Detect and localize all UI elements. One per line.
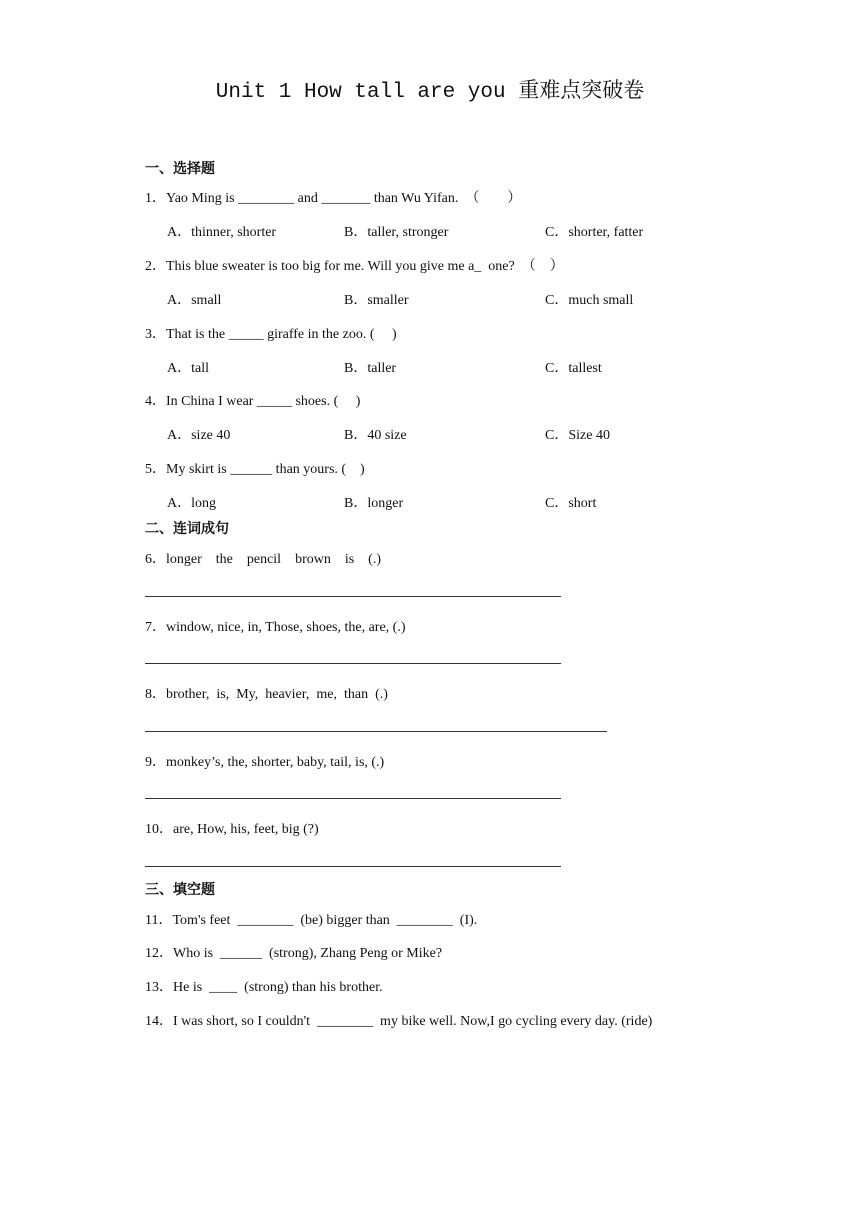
section-heading-choice: 一、选择题 bbox=[145, 161, 215, 177]
question-7 bbox=[145, 616, 406, 636]
answer-line[interactable] bbox=[145, 731, 607, 732]
option-c: C．Size 40 bbox=[545, 428, 610, 443]
section-heading-fill: 三、填空题 bbox=[145, 882, 215, 898]
question-number: 4． bbox=[145, 394, 166, 409]
question-1 bbox=[145, 187, 521, 207]
option-c: C．much small bbox=[545, 293, 634, 308]
option-b: B．taller bbox=[344, 361, 397, 376]
answer-line[interactable] bbox=[145, 596, 561, 597]
question-14 bbox=[145, 1010, 652, 1030]
question-12 bbox=[145, 942, 442, 962]
question-text: I was short, so I couldn't ________ my bike well. Now,I go cycling every day. (ride) bbox=[173, 1014, 653, 1029]
question-6 bbox=[145, 548, 381, 568]
question-number: 13． bbox=[145, 980, 173, 995]
option-a: A．thinner, shorter bbox=[167, 225, 277, 240]
question-4 bbox=[145, 390, 360, 410]
page-title: Unit 1 How tall are you 重难点突破卷 bbox=[215, 81, 645, 104]
question-number: 9． bbox=[145, 755, 166, 770]
question-text: This blue sweater is too big for me. Will you give me a_ one? （ ） bbox=[166, 259, 564, 274]
question-number: 8． bbox=[145, 687, 166, 702]
question-number: 3． bbox=[145, 327, 166, 342]
question-3 bbox=[145, 323, 397, 343]
question-number: 1． bbox=[145, 191, 166, 206]
question-number: 12． bbox=[145, 946, 173, 961]
question-text: Tom's feet ________ (be) bigger than ________ (I). bbox=[172, 913, 478, 928]
question-number: 7． bbox=[145, 620, 166, 635]
question-text: That is the _____ giraffe in the zoo. ( ) bbox=[166, 327, 397, 342]
question-number: 6． bbox=[145, 552, 166, 567]
question-13 bbox=[145, 976, 383, 996]
question-text: longer the pencil brown is (.) bbox=[166, 552, 382, 567]
option-c: C．shorter, fatter bbox=[545, 225, 644, 240]
question-2 bbox=[145, 255, 564, 275]
question-text: window, nice, in, Those, shoes, the, are, (.) bbox=[166, 620, 406, 635]
question-text: He is ____ (strong) than his brother. bbox=[173, 980, 383, 995]
question-text: monkey’s, the, shorter, baby, tail, is, (.) bbox=[166, 755, 385, 770]
question-10 bbox=[145, 818, 319, 838]
question-number: 2． bbox=[145, 259, 166, 274]
option-b: B．taller, stronger bbox=[344, 225, 449, 240]
question-5 bbox=[145, 458, 365, 478]
question-number: 5． bbox=[145, 462, 166, 477]
option-b: B．smaller bbox=[344, 293, 409, 308]
question-text: Who is ______ (strong), Zhang Peng or Mike? bbox=[173, 946, 443, 961]
option-b: B．40 size bbox=[344, 428, 407, 443]
section-heading-sentence: 二、连词成句 bbox=[145, 521, 229, 537]
question-text: are, How, his, feet, big (?) bbox=[173, 822, 319, 837]
answer-line[interactable] bbox=[145, 866, 561, 867]
question-text: My skirt is ______ than yours. ( ) bbox=[166, 462, 365, 477]
option-a: A．size 40 bbox=[167, 428, 231, 443]
question-11 bbox=[145, 909, 477, 929]
question-number: 14． bbox=[145, 1014, 173, 1029]
question-9 bbox=[145, 751, 384, 771]
option-c: C．tallest bbox=[545, 361, 602, 376]
question-text: brother, is, My, heavier, me, than (.) bbox=[166, 687, 388, 702]
option-a: A．long bbox=[167, 496, 216, 511]
question-text: In China I wear _____ shoes. ( ) bbox=[166, 394, 361, 409]
question-number: 10． bbox=[145, 822, 173, 837]
option-b: B．longer bbox=[344, 496, 404, 511]
question-number: 11． bbox=[145, 913, 173, 928]
answer-line[interactable] bbox=[145, 663, 561, 664]
option-a: A．tall bbox=[167, 361, 209, 376]
answer-line[interactable] bbox=[145, 798, 561, 799]
option-c: C．short bbox=[545, 496, 597, 511]
question-text: Yao Ming is ________ and _______ than Wu Yifan. （ ） bbox=[166, 191, 522, 206]
option-a: A．small bbox=[167, 293, 222, 308]
question-8 bbox=[145, 683, 388, 703]
